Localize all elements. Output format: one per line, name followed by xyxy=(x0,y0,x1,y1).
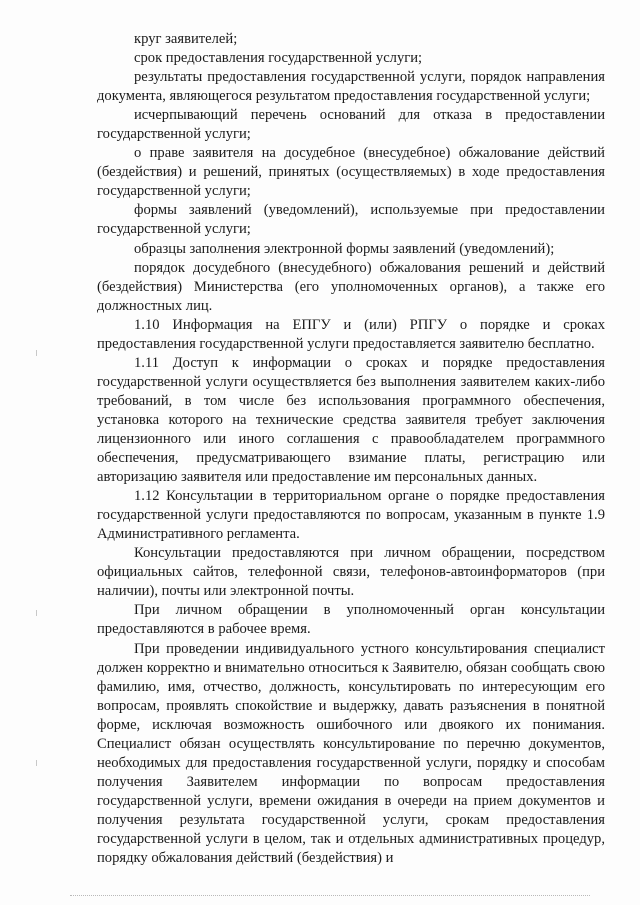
paragraph-1-12: 1.12 Консультации в территориальном органе о порядке предоставления государственной услуги предоставляются по вопросам, указанным в пункте 1.9 Административного регламента. xyxy=(97,488,605,543)
document-body xyxy=(97,30,605,868)
scan-edge-mark xyxy=(36,610,37,616)
paragraph-application-forms: формы заявлений (уведомлений), используемые при предоставлении государственной услуги; xyxy=(97,202,605,238)
paragraph-applicants: круг заявителей; xyxy=(134,31,238,47)
page-bottom-edge xyxy=(70,895,590,897)
paragraph-appeal-procedure: порядок досудебного (внесудебного) обжалования решений и действий (бездействия) Министерства (его уполномоченных органов), а также его должностных лиц. xyxy=(97,259,605,314)
paragraph-service-results: результаты предоставления государственной услуги, порядок направления документа, являющегося результатом предоставления государственной услуги; xyxy=(97,69,605,105)
scan-edge-mark xyxy=(36,760,37,766)
scan-edge-mark xyxy=(36,350,37,356)
paragraph-1-10: 1.10 Информация на ЕПГУ и (или) РПГУ о порядке и сроках предоставления государственной услуги предоставляется заявителю бесплатно. xyxy=(97,316,605,352)
paragraph-form-samples: образцы заполнения электронной формы заявлений (уведомлений); xyxy=(134,240,555,257)
paragraph-personal-visit: При личном обращении в уполномоченный орган консультации предоставляются в рабочее время. xyxy=(97,602,605,638)
paragraph-1-11: 1.11 Доступ к информации о сроках и порядке предоставления государственной услуги осуществляется без выполнения заявителем каких-либо требований, в том числе без использования программного обеспечения, установка которого на технические средства заявителя требует заключения лицензионного или иного соглашения с правообладателем программного обеспечения, предусматривающего взимание платы, регистрацию или авторизацию заявителя или предоставление им персональных данных. xyxy=(97,354,605,486)
paragraph-consultation-channels: Консультации предоставляются при личном обращении, посредством официальных сайтов, телефонной связи, телефонов-автоинформаторов (при наличии), почты или электронной почты. xyxy=(97,545,605,600)
paragraph-service-term: срок предоставления государственной услуги; xyxy=(134,50,423,67)
paragraph-refusal-grounds: исчерпывающий перечень оснований для отказа в предоставлении государственной услуги; xyxy=(97,107,605,143)
paragraph-oral-consultation: При проведении индивидуального устного консультирования специалист должен корректно и внимательно относиться к Заявителю, обязан сообщать свою фамилию, имя, отчество, должность, консультировать по интересующим его вопросам, проявлять спокойствие и выдержку, давать разъяснения в понятной форме, исключая возможность ошибочного или двоякого их понимания. Специалист обязан осуществлять консультирование по перечню документов, необходимых для предоставления государственной услуги, порядку и способам получения Заявителем информации по вопросам предоставления государственной услуги, времени ожидания в очереди на прием документов и получения результата государственной услуги, срокам предоставления государственной услуги в целом, так и отдельных административных процедур, порядку обжалования действий (бездействия) и xyxy=(97,640,605,867)
paragraph-appeal-right: о праве заявителя на досудебное (внесудебное) обжалование действий (бездействия) и решений, принятых (осуществляемых) в ходе предоставления государственной услуги; xyxy=(97,145,605,200)
